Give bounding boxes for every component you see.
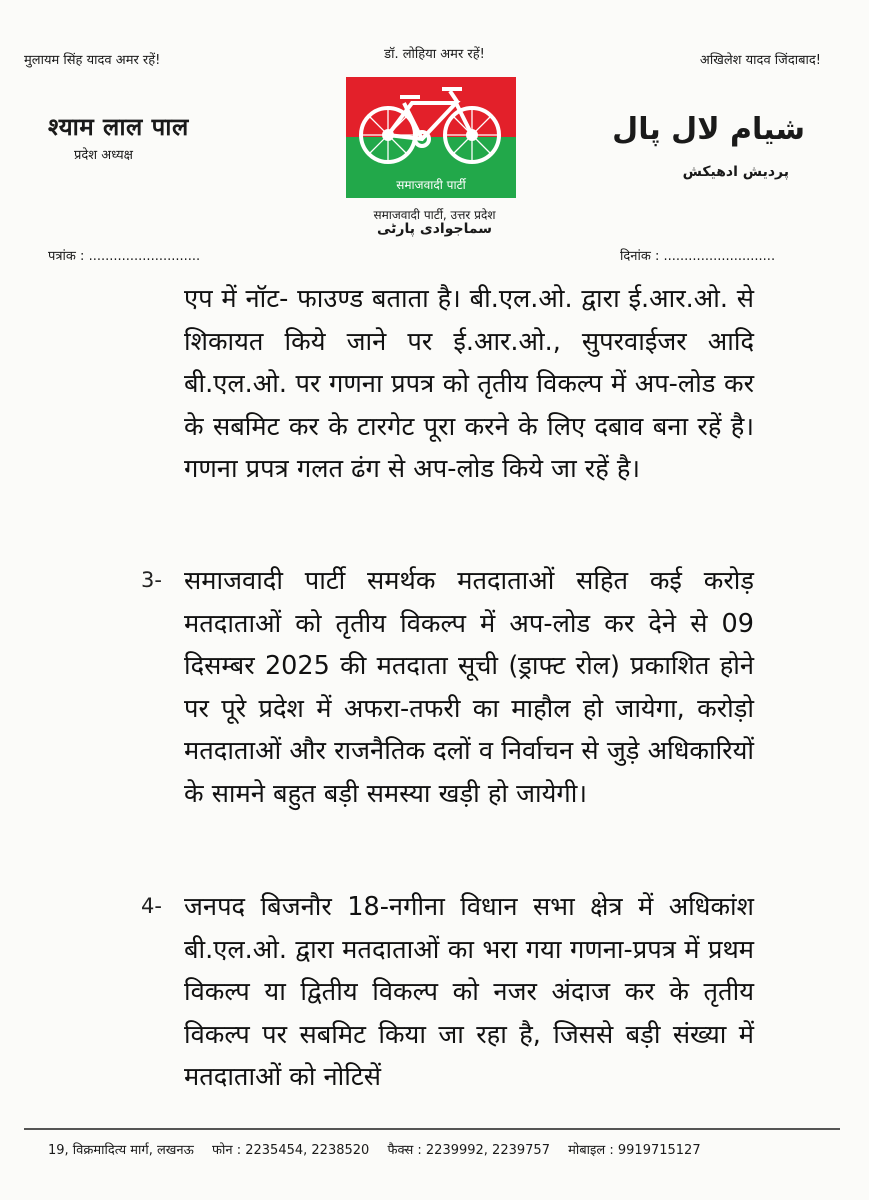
date-value: ........................... <box>663 249 776 264</box>
party-logo <box>346 77 516 198</box>
logo-caption: समाजवादी पार्टी, उत्तर प्रदेश <box>373 208 496 222</box>
president-name-urdu: شیام لال پال <box>612 112 805 147</box>
slogan-left: मुलायम सिंह यादव अमर रहें! <box>24 53 161 68</box>
reference-label: पत्रांक : <box>48 249 85 264</box>
paragraph-continued: एप में नॉट- फाउण्ड बताता है। बी.एल.ओ. द्वारा ई.आर.ओ. से शिकायत किये जाने पर ई.आर.ओ., सुपरवाईजर आदि बी.एल.ओ. पर गणना प्रपत्र को तृतीय विकल्प में अप-लोड कर के सबमिट कर के टारगेट पूरा करने के लिए दबाव बना रहें है। गणना प्रपत्र गलत ढंग से अप-लोड किये जा रहें है। <box>184 284 754 484</box>
date-field <box>620 246 775 264</box>
paragraph-3: समाजवादी पार्टी समर्थक मतदाताओं सहित कई करोड़ मतदाताओं को तृतीय विकल्प में अप-लोड कर देने से 09 दिसम्बर 2025 की मतदाता सूची (ड्राफ्ट रोल) प्रकाशित होने पर पूरे प्रदेश में अफरा-तफरी का माहौल हो जायेगा, करोड़ो मतदाताओं और राजनैतिक दलों व निर्वाचन से जुड़े अधिकारियों के सामने बहुत बड़ी समस्या खड़ी हो जायेगी। <box>184 566 754 809</box>
logo-label: समाजवादी पार्टी <box>396 178 466 192</box>
footer-address: 19, विक्रमादित्य मार्ग, लखनऊ <box>48 1143 194 1158</box>
footer-phone: फोन : 2235454, 2238520 <box>211 1143 370 1158</box>
president-name-hindi: श्याम लाल पाल <box>48 113 189 141</box>
president-title-hindi: प्रदेश अध्यक्ष <box>74 148 133 163</box>
paragraph-4: जनपद बिजनौर 18-नगीना विधान सभा क्षेत्र में अधिकांश बी.एल.ओ. द्वारा मतदाताओं का भरा गया गणना-प्रपत्र में प्रथम विकल्प या द्वितीय विकल्प को नजर अंदाज कर के तृतीय विकल्प पर सबमिट किया जा रहा है, जिससे बड़ी संख्या में मतदाताओं को नोटिसें <box>184 892 754 1092</box>
slogan-center: डॉ. लोहिया अमर रहें! <box>384 47 485 62</box>
reference-number-field <box>48 246 200 264</box>
paragraph-number-4: 4- <box>141 894 162 918</box>
footer-contact <box>48 1140 848 1158</box>
slogan-right: अखिलेश यादव जिंदाबाद! <box>699 53 821 68</box>
footer-mobile: मोबाइल : 9919715127 <box>568 1143 701 1158</box>
reference-value: ........................... <box>88 249 201 264</box>
footer-divider <box>24 1128 840 1130</box>
date-label: दिनांक : <box>620 249 660 264</box>
president-title-urdu: پردیش ادھیکش <box>682 164 789 180</box>
logo-caption-urdu: سماجوادی پارٹی <box>377 221 492 237</box>
paragraph-number-3: 3- <box>141 568 162 592</box>
footer-fax: फैक्स : 2239992, 2239757 <box>387 1143 550 1158</box>
bicycle-logo-icon <box>346 77 516 198</box>
